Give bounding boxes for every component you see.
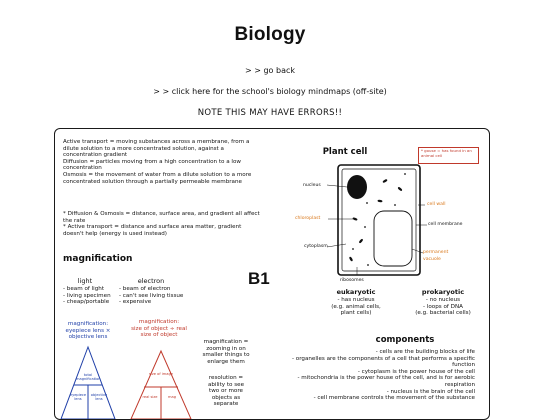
plant-cell-title: Plant cell — [322, 147, 368, 157]
errors-note: NOTE THIS MAY HAVE ERRORS!! — [197, 108, 343, 118]
components-text: - cells are the building blocks of life - organelles are the components of a cell that performs a specific function - cytoplasm is the power house of the cell - mitochondria is the power house of the cell, and is for aerobic respiration - nucleus is the brain of the cell - cell membrane controls the movement of the substance — [291, 349, 475, 402]
label-permanent-vacuole: permanent vacuole — [423, 250, 449, 262]
prokaryotic-text: - no nucleus - loops of DNA (e.g. bacterial cells) — [415, 297, 471, 317]
tri-left-top: total magnification — [76, 373, 101, 381]
eukaryotic-text: - has nucleus (e.g. animal cells, plant cells) — [331, 297, 381, 317]
mag-formula-size: magnification: size of object ÷ real size of object — [131, 319, 187, 339]
rate-factors: * Diffusion & Osmosis = distance, surface area, and gradient all affect the rate * Active transport = distance and surface area matter, gradient doesn't help (energy is used instead) — [63, 211, 260, 237]
label-cell-membrane: cell membrane — [428, 222, 463, 227]
light-points: - beam of light - living specimen - cheap/portable — [63, 286, 111, 306]
label-cytoplasm: cytoplasm — [304, 244, 328, 249]
gouse-note: * gouse = has found in an animal cell — [418, 147, 479, 164]
electron-points: - beam of electron - can't see living tissue - expensive — [119, 286, 184, 306]
transport-definitions: Active transport = moving substances across a membrane, from a dilute solution to a more concentrated solution, against a concentration gradient Diffusion = particles moving from a high concentration to a low concentration Osmosis = the movement of water from a dilute solution to a more concentrated solution through a partially permeable membrane — [63, 139, 252, 185]
resolution-definition: resolution = ability to see two or more objects as separate — [207, 375, 245, 408]
mag-formula-lens: magnification: eyepiece lens × objective lens — [65, 321, 111, 341]
tri-right-br: mag — [168, 395, 176, 399]
go-back-link[interactable]: > > go back — [244, 66, 296, 75]
electron-heading: electron — [137, 277, 165, 285]
light-heading: light — [77, 277, 93, 285]
label-chloroplast: chloroplast — [295, 216, 321, 221]
eukaryotic-title: eukaryotic — [336, 288, 376, 296]
tri-left-br: objective lens — [90, 393, 108, 401]
label-cell-wall: cell wall — [427, 202, 446, 207]
b1-badge: B1 — [248, 269, 270, 288]
label-ribosomes: ribosomes — [340, 278, 364, 283]
tri-left-bl: eyepiece lens — [69, 393, 87, 401]
revision-sheet-image — [54, 128, 490, 420]
magnification-title: magnification — [63, 254, 133, 264]
components-title: components — [375, 335, 435, 345]
page-title: Biology — [234, 24, 306, 45]
label-nucleus: nucleus — [303, 183, 321, 188]
prokaryotic-title: prokaryotic — [421, 288, 465, 296]
tri-right-top: size of image — [149, 372, 173, 376]
magnification-definition: magnification = zooming in on smaller things to enlarge them — [202, 339, 250, 365]
mindmaps-link[interactable]: > > click here for the school's biology mindmaps (off-site) — [153, 87, 387, 96]
tri-right-bl: real size — [142, 395, 158, 399]
